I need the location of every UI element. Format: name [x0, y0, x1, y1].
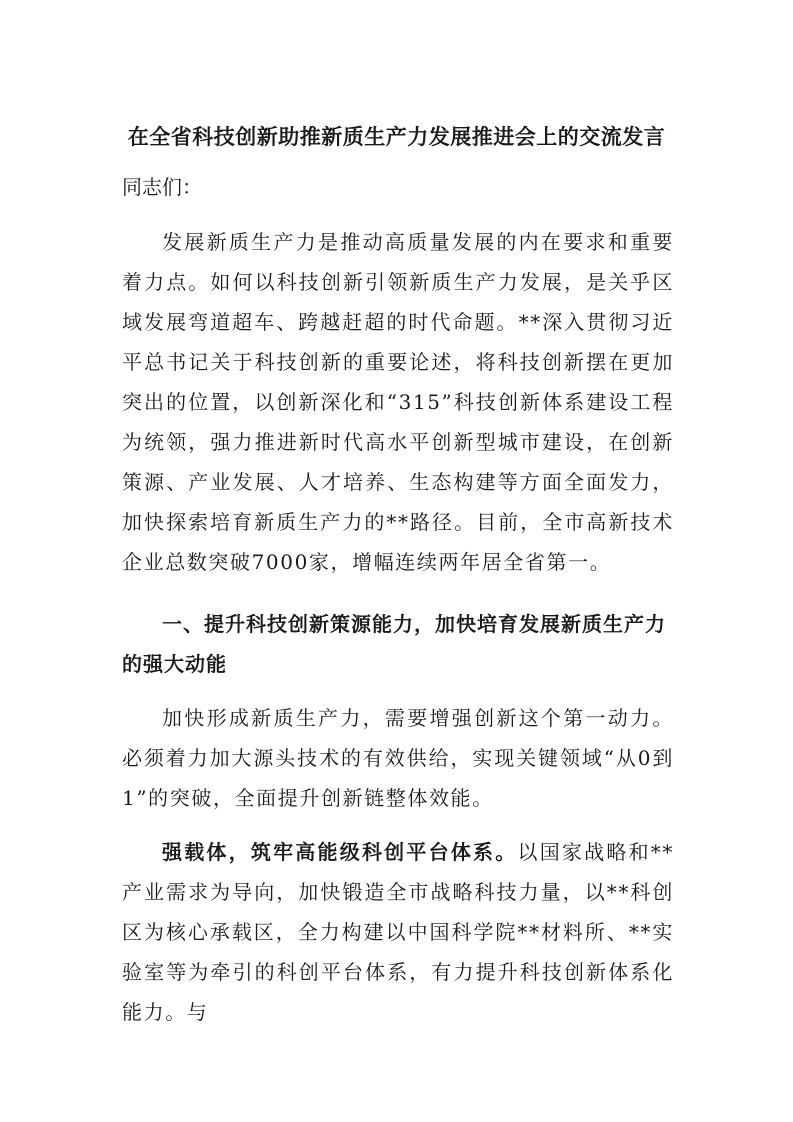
point-body: 以国家战略和**产业需求为导向，加快锻造全市战略科技力量，以**科创区为核心承载区，全力构建以中国科学院**材料所、**实验室等为牵引的科创平台体系，有力提升科技创新体系化能力。与 — [122, 840, 674, 1024]
salutation: 同志们： — [122, 175, 202, 199]
document-title: 在全省科技创新助推新质生产力发展推进会上的交流发言 — [127, 125, 666, 149]
section-heading: 一、提升科技创新策源能力，加快培育发展新质生产力的强大动能 — [122, 612, 666, 676]
point-lead: 强载体，筑牢高能级科创平台体系。 — [162, 840, 518, 864]
point-paragraph — [122, 832, 674, 1032]
section-intro-paragraph: 加快形成新质生产力，需要增强创新这个第一动力。必须着力加大源头技术的有效供给，实现关键领域“从0到1”的突破，全面提升创新链整体效能。 — [122, 706, 674, 810]
body-paragraph: 发展新质生产力是推动高质量发展的内在要求和重要着力点。如何以科技创新引领新质生产力发展，是关乎区域发展弯道超车、跨越赶超的时代命题。**深入贯彻习近平总书记关于科技创新的重要论述，将科技创新摆在更加突出的位置，以创新深化和“315”科技创新体系建设工程为统领，强力推进新时代高水平创新型城市建设，在创新策源、产业发展、人才培养、生态构建等方面全面发力，加快探索培育新质生产力的**路径。目前，全市高新技术企业总数突破7000家，增幅连续两年居全省第一。 — [122, 230, 674, 574]
